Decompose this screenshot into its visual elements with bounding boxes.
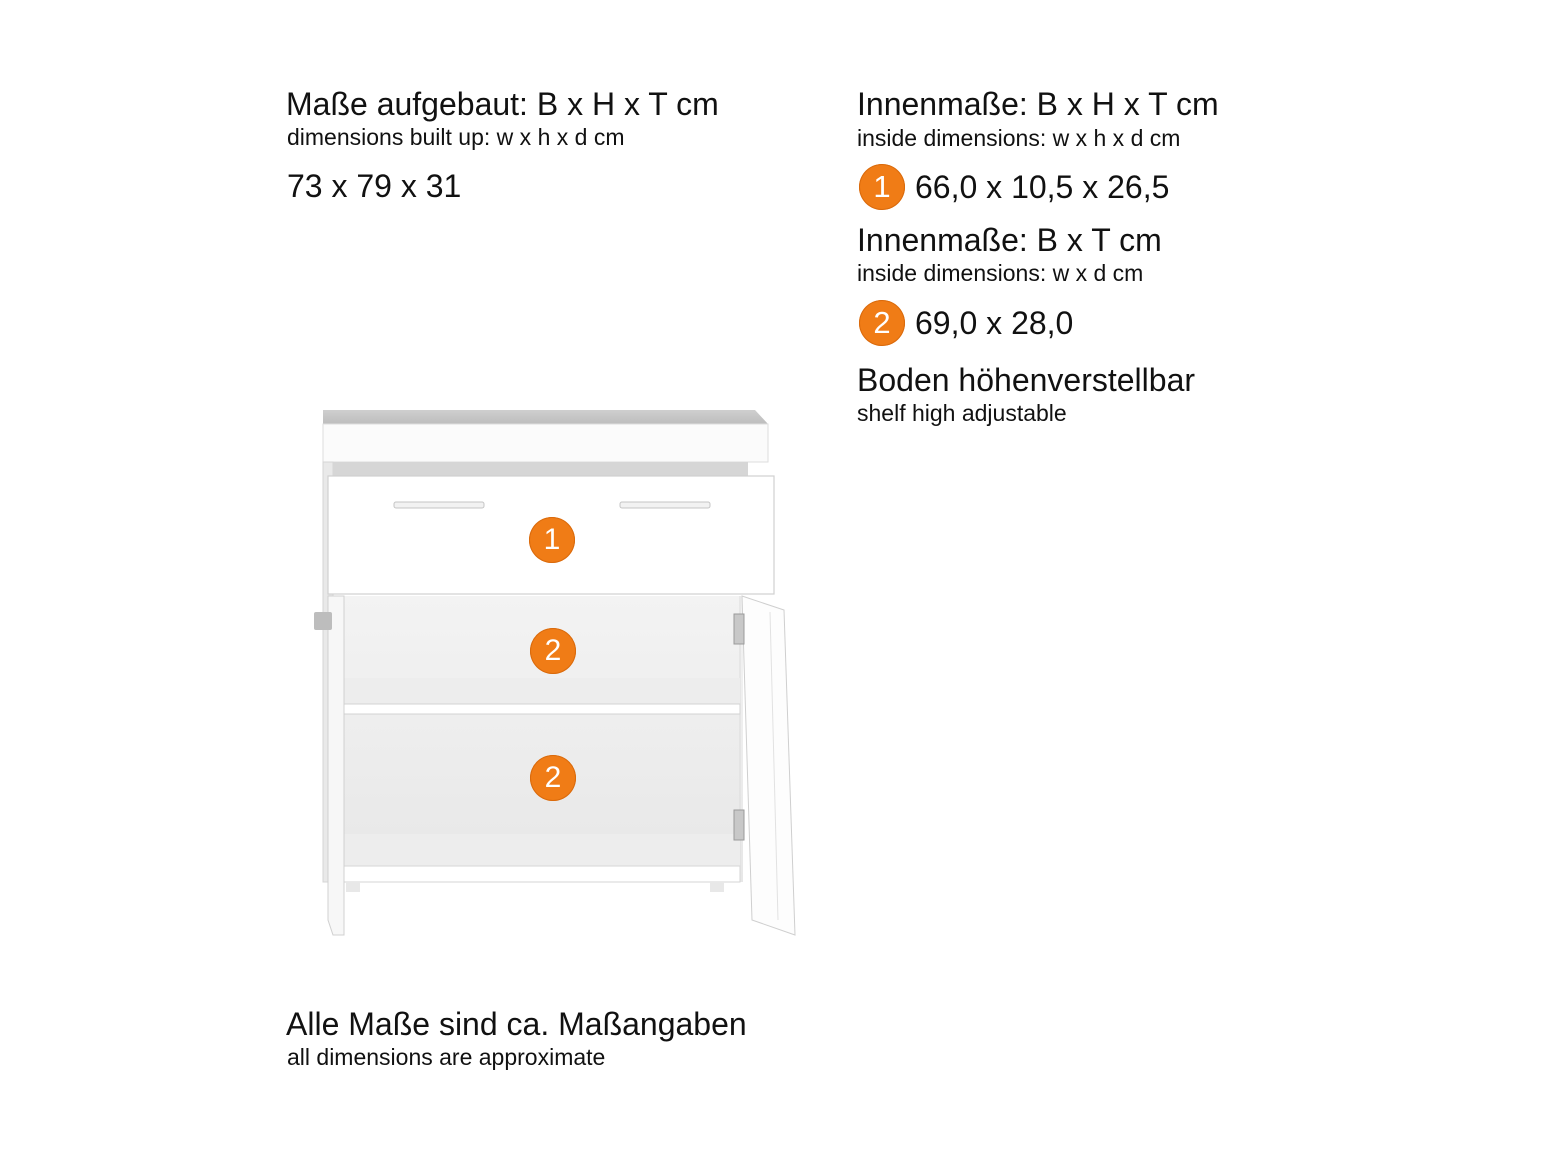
inner-dimensions-value-1: 66,0 x 10,5 x 26,5 <box>915 168 1170 205</box>
marker-lower-compartment: 2 <box>530 755 576 801</box>
cabinet-top-surface <box>323 410 768 424</box>
foot-left <box>346 882 360 892</box>
shelf-front-edge <box>343 704 740 714</box>
cabinet-plinth <box>343 866 740 882</box>
number-badge-2: 2 <box>859 300 905 346</box>
right-door <box>742 596 795 935</box>
left-door-knob <box>314 612 332 630</box>
cabinet-illustration <box>300 400 820 965</box>
inner-dimensions-value-2: 69,0 x 28,0 <box>915 304 1074 341</box>
inner-dimensions-title-2: Innenmaße: B x T cm <box>857 222 1162 258</box>
shelf-title: Boden höhenverstellbar <box>857 362 1196 398</box>
cabinet-top-front <box>323 424 768 462</box>
drawer-recess <box>333 462 748 476</box>
dimensions-value: 73 x 79 x 31 <box>287 168 462 204</box>
shelf-subtitle: shelf high adjustable <box>857 400 1067 426</box>
inner-dimensions-title-1: Innenmaße: B x H x T cm <box>857 86 1219 122</box>
left-door <box>328 596 344 935</box>
hinge-upper <box>734 614 744 644</box>
footer-title: Alle Maße sind ca. Maßangaben <box>286 1006 747 1042</box>
cabinet-drawing <box>300 400 820 960</box>
drawer-handle-left <box>394 502 484 508</box>
inner-dimensions-subtitle-2: inside dimensions: w x d cm <box>857 260 1144 286</box>
dimensions-subtitle: dimensions built up: w x h x d cm <box>287 124 625 150</box>
drawer-handle-right <box>620 502 710 508</box>
inner-dimensions-row-2 <box>859 300 1073 346</box>
cabinet-bottom <box>343 834 740 870</box>
inner-dimensions-row-1 <box>859 164 1169 210</box>
number-badge-1: 1 <box>859 164 905 210</box>
dimensions-title: Maße aufgebaut: B x H x T cm <box>286 86 719 122</box>
inner-dimensions-subtitle-1: inside dimensions: w x h x d cm <box>857 125 1181 151</box>
marker-upper-compartment: 2 <box>530 628 576 674</box>
foot-right <box>710 882 724 892</box>
footer-subtitle: all dimensions are approximate <box>287 1044 606 1070</box>
marker-drawer: 1 <box>529 517 575 563</box>
hinge-lower <box>734 810 744 840</box>
